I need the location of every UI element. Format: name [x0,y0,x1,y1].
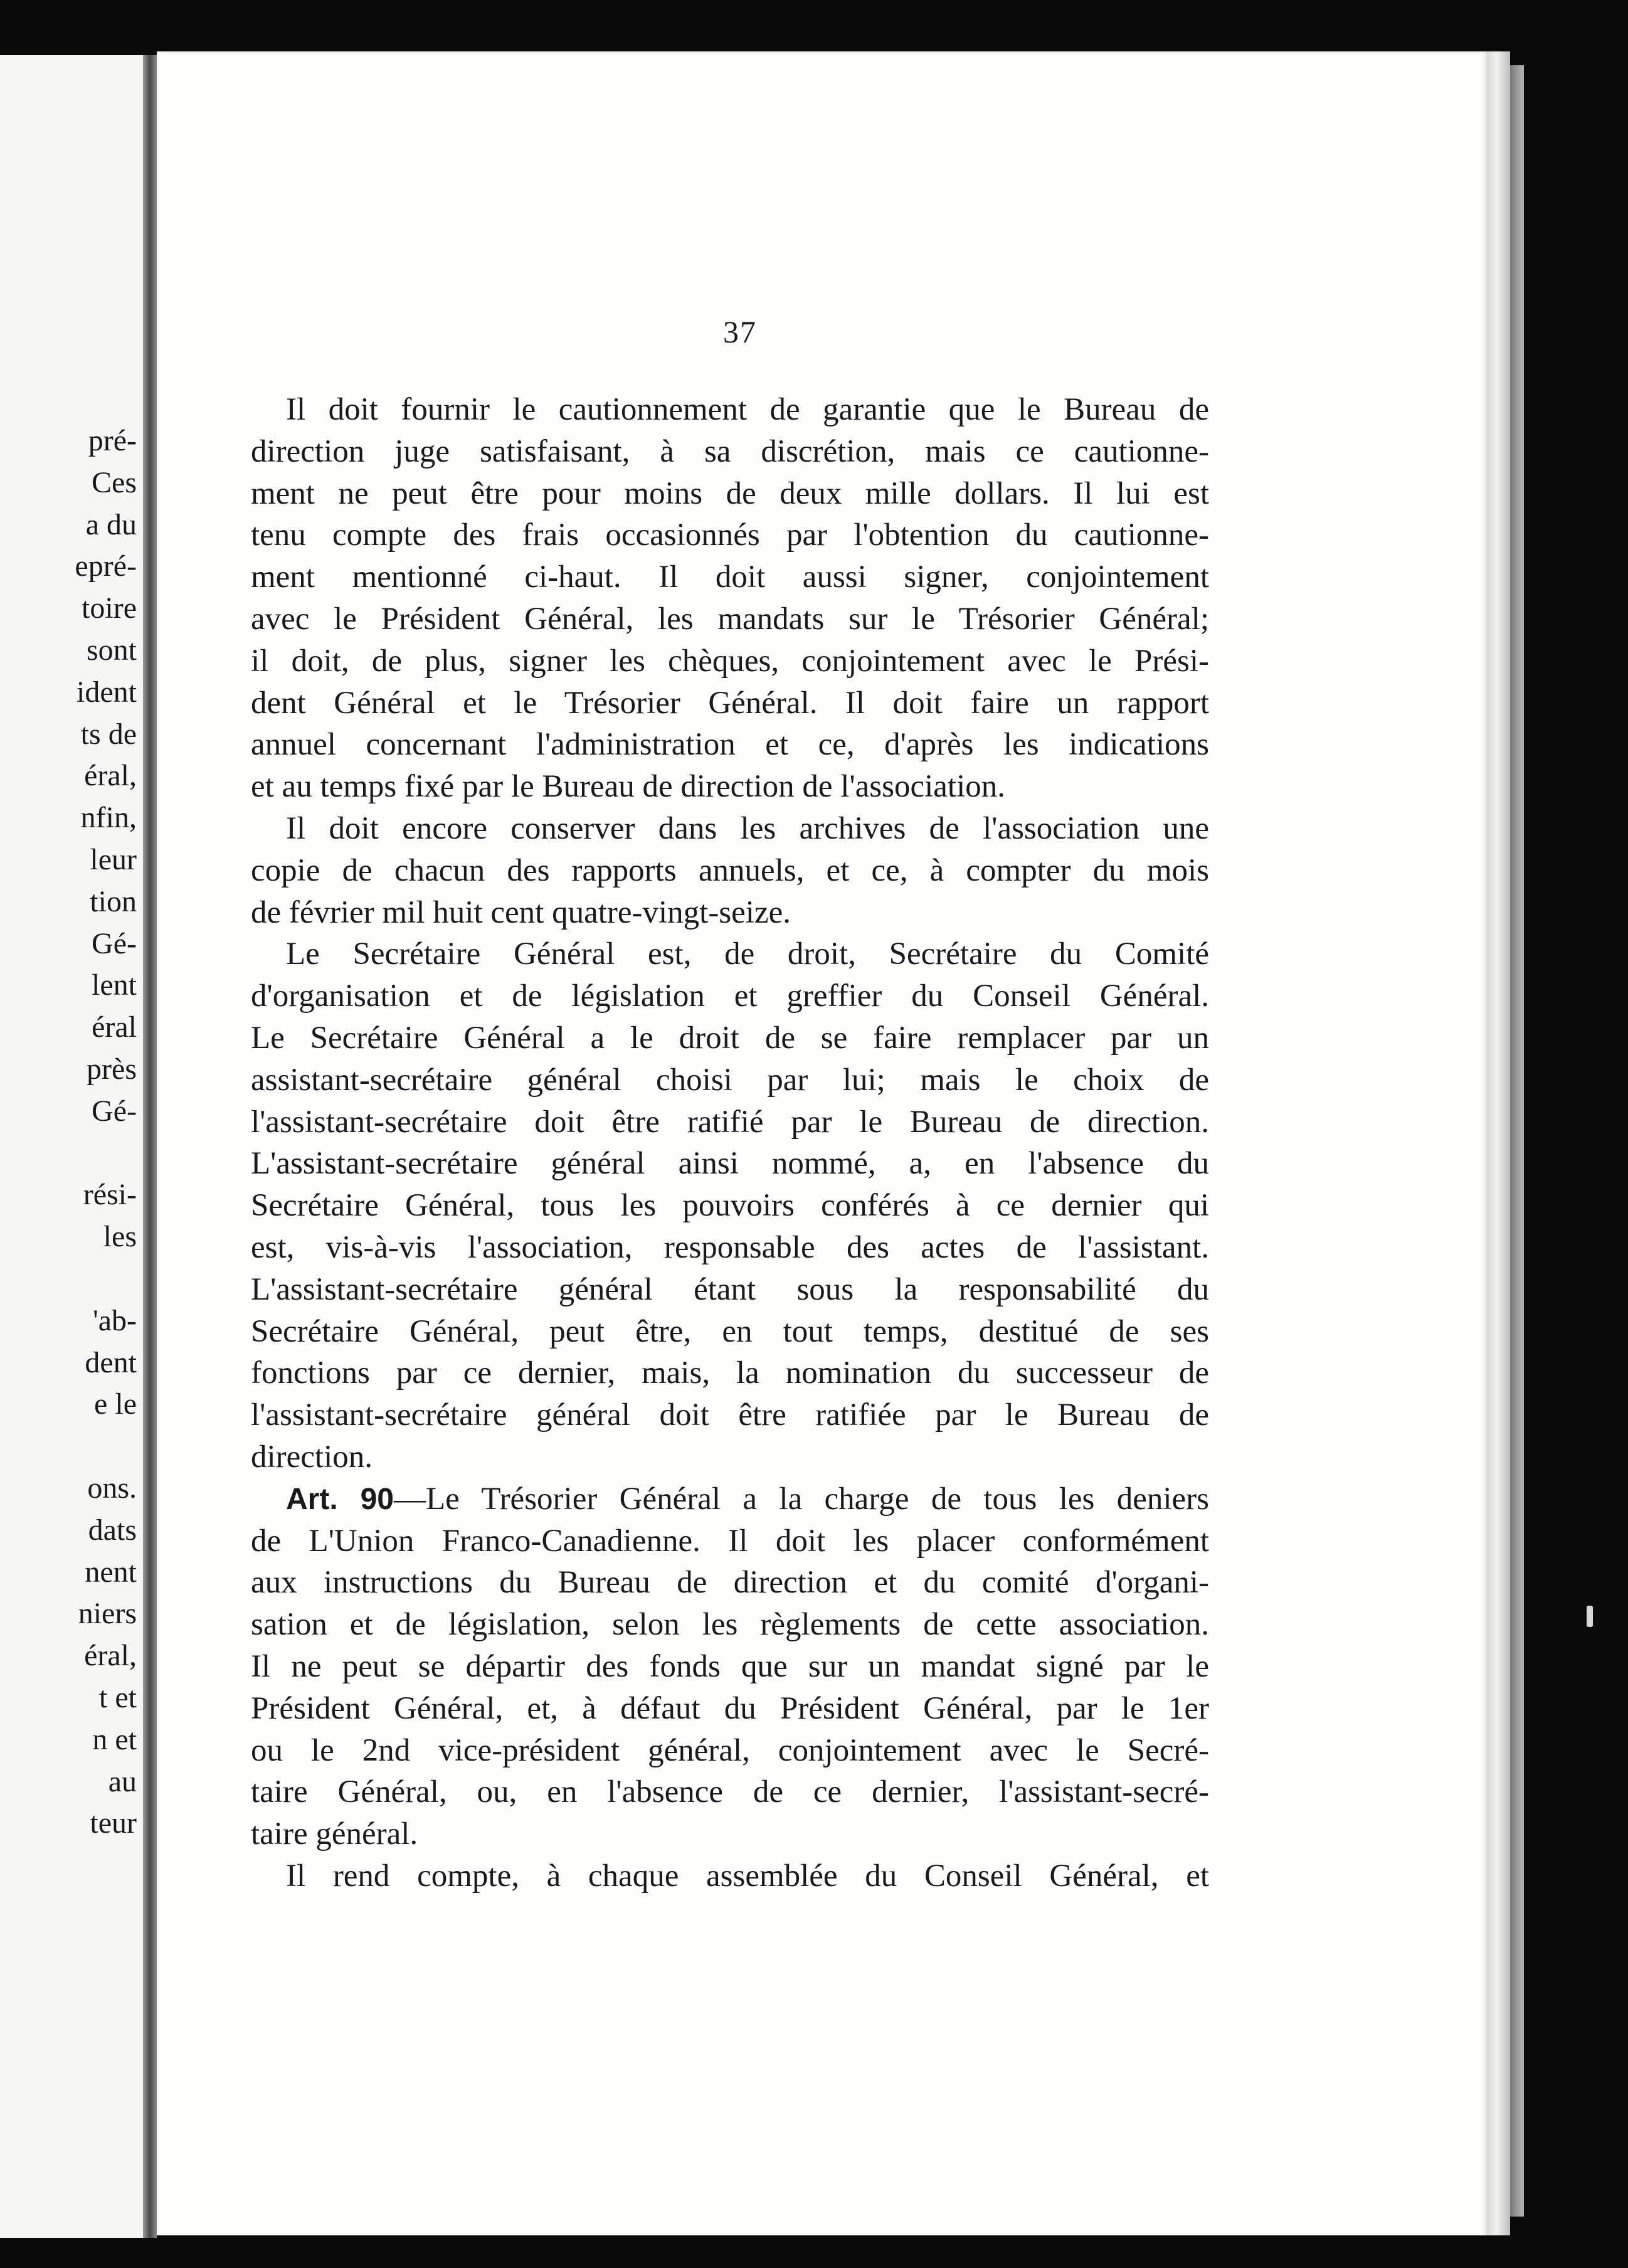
page-edge-shadow [1510,65,1524,2217]
left-page-line: éral, [84,759,137,793]
left-page-line: dats [88,1513,137,1547]
left-facing-page [0,55,145,2238]
left-page-line [75,1258,137,1300]
left-page-line: éral, [84,1639,137,1673]
left-page-line: toire [82,591,137,625]
left-page-line: leur [90,842,137,876]
left-page-line: les [103,1220,137,1254]
book-gutter [143,55,157,2238]
text-line: aux instructions du Bureau de direction et du comité d'organi- [251,1565,1209,1601]
page-number: 37 [723,314,757,349]
text-line: de L'Union Franco-Canadienne. Il doit les placer conformément [251,1523,1209,1559]
left-page-line: t et [99,1680,137,1714]
text-line: Secrétaire Général, peut être, en tout temps, destitué de ses [251,1313,1209,1349]
left-page-line: dent [85,1345,137,1379]
left-page-line: 'ab- [93,1303,137,1337]
article-90-label: Art. 90 [286,1482,394,1516]
text-line: copie de chacun des rapports annuels, et ce, à compter du mois [251,852,1209,888]
text-line: ment mentionné ci-haut. Il doit aussi signer, conjointement [251,559,1209,595]
text-line: fonctions par ce dernier, mais, la nomination du successeur de [251,1355,1209,1391]
text-line: tenu compte des frais occasionnés par l'obtention du cautionne- [251,517,1209,553]
left-page-line: nfin, [80,801,137,835]
text-line: Il doit encore conserver dans les archives de l'association une [286,810,1209,846]
text-line: taire général. [251,1816,418,1852]
text-line: l'assistant-secrétaire général doit être ratifiée par le Bureau de [251,1397,1209,1433]
text-line: Secrétaire Général, tous les pouvoirs conférés à ce dernier qui [251,1188,1209,1224]
left-page-line: ts de [80,717,137,751]
left-page-line: Ces [92,465,137,499]
article-90-paragraph [251,1520,1209,1855]
closing-line: Il rend compte, à chaque assemblée du Conseil Général, et [286,1858,1209,1894]
text-line: Il doit fournir le cautionnement de garantie que le Bureau de [286,392,1209,427]
text-line: dent Général et le Trésorier Général. Il doit faire un rapport [251,685,1209,721]
text-line: sation et de législation, selon les règlements de cette association. [251,1607,1209,1643]
article-90-first-line-text: —Le Trésorier Général a la charge de tous les deniers [394,1481,1209,1517]
left-page-line: n et [92,1722,137,1756]
text-line: direction juge satisfaisant, à sa discrétion, mais ce cautionne- [251,433,1209,469]
edge-mark [1587,1606,1593,1627]
left-page-line: au [108,1764,137,1798]
page-edge [1486,51,1510,2235]
left-page-line: rési- [83,1178,137,1212]
text-line: ou le 2nd vice-président général, conjointement avec le Secré- [251,1732,1209,1768]
left-page-line: ident [77,675,137,709]
text-line: direction. [251,1439,373,1475]
text-line: de février mil huit cent quatre-vingt-seize. [251,894,791,930]
left-page-line: éral [92,1010,137,1044]
left-page-line: ons. [87,1471,137,1505]
text-line: et au temps fixé par le Bureau de direction de l'association. [251,769,1006,805]
text-line: il doit, de plus, signer les chèques, conjointement avec le Prési- [251,643,1209,679]
article-90-first-line [251,1478,1209,1520]
body-text [251,389,1209,1897]
left-page-line: nent [85,1555,137,1589]
left-page-line: teur [90,1806,137,1840]
left-page-line: tion [90,884,137,918]
left-page-line: Gé- [92,1094,137,1128]
left-page-line: epré- [75,549,137,583]
text-line: L'assistant-secrétaire général étant sous la responsabilité du [251,1271,1209,1307]
left-page-line: lent [92,968,137,1002]
text-line: avec le Président Général, les mandats sur le Trésorier Général; [251,601,1209,637]
left-page-line: niers [78,1597,137,1631]
text-line: l'assistant-secrétaire doit être ratifié par le Bureau de direction. [251,1104,1209,1140]
left-page-line: Gé- [92,926,137,960]
left-page-line [75,1133,137,1175]
left-page-line: pré- [88,424,137,457]
left-page-line: sont [86,633,137,667]
text-line: est, vis-à-vis l'association, responsable des actes de l'assistant. [251,1229,1209,1265]
text-line: Le Secrétaire Général a le droit de se faire remplacer par un [251,1020,1209,1056]
left-page-line: a du [85,507,137,541]
text-line: Le Secrétaire Général est, de droit, Secrétaire du Comité [286,936,1209,972]
text-line: annuel concernant l'administration et ce, d'après les indications [251,727,1209,763]
body-paragraphs [251,389,1209,1478]
text-line: taire Général, ou, en l'absence de ce dernier, l'assistant-secré- [251,1774,1209,1810]
left-page-line: e le [94,1387,137,1421]
text-line: d'organisation et de législation et greffier du Conseil Général. [251,978,1209,1014]
left-page-text-fragments [75,420,137,1845]
left-page-line [75,1426,137,1468]
text-line: Président Général, et, à défaut du Président Général, par le 1er [251,1690,1209,1726]
text-line: assistant-secrétaire général choisi par lui; mais le choix de [251,1062,1209,1098]
text-line: ment ne peut être pour moins de deux mille dollars. Il lui est [251,475,1209,511]
text-line: Il ne peut se départir des fonds que sur un mandat signé par le [251,1648,1209,1684]
text-line: L'assistant-secrétaire général ainsi nommé, a, en l'absence du [251,1146,1209,1182]
left-page-line: près [87,1052,137,1086]
